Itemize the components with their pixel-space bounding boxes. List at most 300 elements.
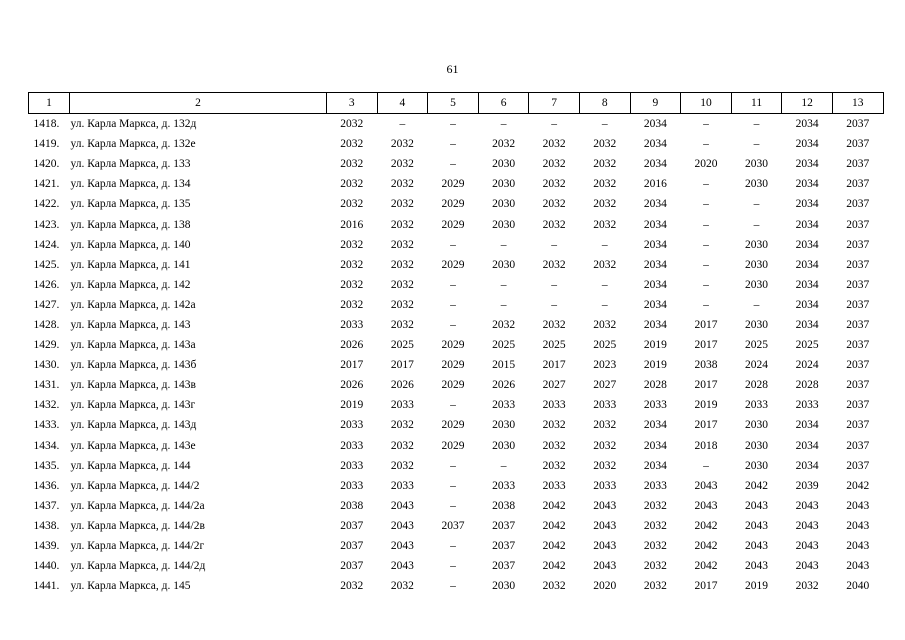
year-cell: 2032 xyxy=(542,439,566,452)
year-cell: 2030 xyxy=(492,218,516,231)
year-cell: – xyxy=(551,238,558,251)
year-cell: 2037 xyxy=(340,560,364,573)
row-address: ул. Карла Маркса, д. 144/2 xyxy=(70,479,200,492)
year-cell: 2032 xyxy=(390,439,414,452)
year-cell: 2043 xyxy=(390,499,414,512)
row-address: ул. Карла Маркса, д. 142а xyxy=(70,298,196,311)
year-cell: 2029 xyxy=(441,439,465,452)
table-row xyxy=(29,114,884,135)
year-cell: – xyxy=(753,198,760,211)
row-address: ул. Карла Маркса, д. 133 xyxy=(70,158,191,171)
year-cell: 2032 xyxy=(593,218,617,231)
table-row xyxy=(29,154,884,174)
year-cell: 2032 xyxy=(340,580,364,593)
table-row xyxy=(29,476,884,496)
year-cell: 2034 xyxy=(643,439,667,452)
row-address: ул. Карла Маркса, д. 135 xyxy=(70,198,191,211)
year-cell: 2030 xyxy=(492,439,516,452)
table-row xyxy=(29,194,884,214)
row-address: ул. Карла Маркса, д. 134 xyxy=(70,178,191,191)
year-cell: 2034 xyxy=(643,459,667,472)
year-cell: – xyxy=(753,118,760,131)
column-header: 10 xyxy=(681,93,732,114)
year-cell: 2034 xyxy=(795,298,819,311)
year-cell: 2032 xyxy=(795,580,819,593)
year-cell: 2037 xyxy=(846,399,870,412)
column-header: 3 xyxy=(327,93,378,114)
year-cell: – xyxy=(753,218,760,231)
year-cell: 2030 xyxy=(492,158,516,171)
year-cell: 2037 xyxy=(846,198,870,211)
row-number: 1426. xyxy=(33,278,60,291)
year-cell: 2029 xyxy=(441,218,465,231)
year-cell: 2017 xyxy=(694,379,718,392)
year-cell: 2043 xyxy=(795,519,819,532)
year-cell: 2040 xyxy=(846,580,870,593)
year-cell: 2032 xyxy=(340,178,364,191)
year-cell: 2032 xyxy=(390,318,414,331)
year-cell: – xyxy=(450,118,456,131)
year-cell: 2025 xyxy=(795,339,819,352)
year-cell: 2032 xyxy=(390,138,414,151)
year-cell: 2034 xyxy=(643,419,667,432)
year-cell: 2016 xyxy=(340,218,364,231)
row-address: ул. Карла Маркса, д. 143г xyxy=(70,399,196,412)
table-row xyxy=(29,255,884,275)
year-cell: 2043 xyxy=(846,540,870,553)
year-cell: 2039 xyxy=(795,479,819,492)
year-cell: 2038 xyxy=(694,359,718,372)
year-cell: 2042 xyxy=(846,479,870,492)
year-cell: 2034 xyxy=(643,138,667,151)
year-cell: – xyxy=(703,278,709,291)
column-header: 4 xyxy=(377,93,428,114)
year-cell: – xyxy=(703,238,709,251)
year-cell: 2034 xyxy=(795,419,819,432)
year-cell: 2029 xyxy=(441,339,465,352)
year-cell: 2037 xyxy=(846,258,870,271)
year-cell: 2037 xyxy=(846,298,870,311)
column-header: 7 xyxy=(529,93,580,114)
table-row xyxy=(29,235,884,255)
row-address: ул. Карла Маркса, д. 143в xyxy=(70,379,196,392)
year-cell: – xyxy=(601,298,608,311)
table-row xyxy=(29,134,884,154)
year-cell: 2025 xyxy=(593,339,617,352)
year-cell: 2042 xyxy=(694,519,718,532)
table-row xyxy=(29,556,884,576)
year-cell: 2042 xyxy=(542,519,566,532)
row-address: ул. Карла Маркса, д. 142 xyxy=(70,278,191,291)
table-row xyxy=(29,516,884,536)
year-cell: – xyxy=(551,298,558,311)
row-number: 1418. xyxy=(33,118,60,131)
table-row xyxy=(29,536,884,556)
year-cell: 2019 xyxy=(340,399,364,412)
year-cell: 2034 xyxy=(643,158,667,171)
year-cell: 2017 xyxy=(694,419,718,432)
year-cell: 2034 xyxy=(643,278,667,291)
year-cell: – xyxy=(450,479,456,492)
year-cell: – xyxy=(500,118,507,131)
year-cell: 2043 xyxy=(745,540,769,553)
year-cell: 2037 xyxy=(846,218,870,231)
year-cell: 2032 xyxy=(390,258,414,271)
year-cell: 2032 xyxy=(340,158,364,171)
column-header: 11 xyxy=(731,93,782,114)
year-cell: 2029 xyxy=(441,379,465,392)
year-cell: 2023 xyxy=(593,359,617,372)
row-number: 1422. xyxy=(33,198,60,211)
year-cell: 2020 xyxy=(593,580,617,593)
row-number: 1431. xyxy=(33,379,60,392)
year-cell: 2032 xyxy=(542,158,566,171)
column-header: 13 xyxy=(832,93,883,114)
table-header xyxy=(29,93,884,114)
year-cell: – xyxy=(753,298,760,311)
year-cell: 2042 xyxy=(542,499,566,512)
year-cell: – xyxy=(703,118,709,131)
year-cell: 2043 xyxy=(745,560,769,573)
year-cell: 2032 xyxy=(542,419,566,432)
row-address: ул. Карла Маркса, д. 143а xyxy=(70,339,196,352)
year-cell: 2043 xyxy=(593,560,617,573)
column-header: 5 xyxy=(428,93,479,114)
table-row xyxy=(29,436,884,456)
year-cell: – xyxy=(450,499,456,512)
table-row xyxy=(29,496,884,516)
year-cell: 2028 xyxy=(795,379,819,392)
year-cell: 2030 xyxy=(492,419,516,432)
year-cell: – xyxy=(601,118,608,131)
year-cell: – xyxy=(399,118,406,131)
year-cell: 2032 xyxy=(542,318,566,331)
year-cell: 2034 xyxy=(795,238,819,251)
year-cell: – xyxy=(450,560,456,573)
row-address: ул. Карла Маркса, д. 140 xyxy=(70,238,191,251)
year-cell: 2034 xyxy=(795,178,819,191)
year-cell: 2043 xyxy=(593,519,617,532)
year-cell: 2016 xyxy=(643,178,667,191)
row-address: ул. Карла Маркса, д. 132д xyxy=(70,118,197,131)
table-row xyxy=(29,576,884,596)
year-cell: 2032 xyxy=(390,238,414,251)
year-cell: 2043 xyxy=(593,540,617,553)
year-cell: 2043 xyxy=(846,499,870,512)
year-cell: 2030 xyxy=(745,419,769,432)
year-cell: – xyxy=(450,278,456,291)
row-number: 1440. xyxy=(33,560,60,573)
year-cell: 2026 xyxy=(390,379,414,392)
year-cell: 2032 xyxy=(492,138,516,151)
year-cell: – xyxy=(450,318,456,331)
year-cell: 2037 xyxy=(846,459,870,472)
row-address: ул. Карла Маркса, д. 138 xyxy=(70,218,191,231)
year-cell: 2033 xyxy=(593,399,617,412)
year-cell: 2019 xyxy=(643,339,667,352)
year-cell: 2015 xyxy=(492,359,516,372)
year-cell: 2032 xyxy=(542,218,566,231)
year-cell: 2034 xyxy=(795,118,819,131)
year-cell: 2017 xyxy=(694,580,718,593)
year-cell: 2032 xyxy=(390,198,414,211)
year-cell: 2032 xyxy=(390,580,414,593)
year-cell: 2024 xyxy=(745,359,769,372)
year-cell: 2032 xyxy=(390,459,414,472)
row-number: 1436. xyxy=(33,479,60,492)
row-number: 1424. xyxy=(33,238,60,251)
column-header: 8 xyxy=(579,93,630,114)
year-cell: 2043 xyxy=(390,560,414,573)
year-cell: 2033 xyxy=(340,318,364,331)
year-cell: 2034 xyxy=(795,258,819,271)
year-cell: 2030 xyxy=(492,198,516,211)
year-cell: – xyxy=(703,258,709,271)
column-header: 6 xyxy=(478,93,529,114)
row-number: 1425. xyxy=(33,258,60,271)
table-row xyxy=(29,295,884,315)
year-cell: 2032 xyxy=(542,258,566,271)
year-cell: 2032 xyxy=(542,459,566,472)
year-cell: 2037 xyxy=(846,359,870,372)
row-number: 1420. xyxy=(33,158,60,171)
year-cell: 2030 xyxy=(745,318,769,331)
year-cell: 2043 xyxy=(846,519,870,532)
year-cell: 2032 xyxy=(643,580,667,593)
year-cell: 2033 xyxy=(340,419,364,432)
row-number: 1435. xyxy=(33,459,60,472)
year-cell: – xyxy=(601,238,608,251)
row-address: ул. Карла Маркса, д. 143 xyxy=(70,318,191,331)
year-cell: 2030 xyxy=(492,178,516,191)
year-cell: 2034 xyxy=(643,238,667,251)
year-cell: 2043 xyxy=(694,499,718,512)
year-cell: 2034 xyxy=(643,298,667,311)
year-cell: 2034 xyxy=(643,258,667,271)
year-cell: 2032 xyxy=(542,178,566,191)
year-cell: 2032 xyxy=(390,178,414,191)
year-cell: 2043 xyxy=(390,540,414,553)
year-cell: 2034 xyxy=(795,138,819,151)
year-cell: 2043 xyxy=(745,499,769,512)
year-cell: 2037 xyxy=(492,540,516,553)
row-number: 1421. xyxy=(33,178,60,191)
year-cell: 2032 xyxy=(340,238,364,251)
year-cell: 2032 xyxy=(542,198,566,211)
row-address: ул. Карла Маркса, д. 145 xyxy=(70,580,191,593)
year-cell: 2032 xyxy=(593,178,617,191)
year-cell: 2026 xyxy=(492,379,516,392)
year-cell: 2037 xyxy=(846,138,870,151)
year-cell: 2033 xyxy=(340,439,364,452)
year-cell: 2032 xyxy=(542,138,566,151)
year-cell: 2032 xyxy=(340,198,364,211)
year-cell: 2037 xyxy=(846,158,870,171)
year-cell: 2032 xyxy=(390,419,414,432)
row-address: ул. Карла Маркса, д. 144 xyxy=(70,459,191,472)
year-cell: 2020 xyxy=(694,158,718,171)
year-cell: 2019 xyxy=(694,399,718,412)
year-cell: – xyxy=(703,459,709,472)
year-cell: – xyxy=(551,118,558,131)
year-cell: 2042 xyxy=(745,479,769,492)
column-header: 9 xyxy=(630,93,681,114)
table-row xyxy=(29,174,884,194)
year-cell: 2025 xyxy=(745,339,769,352)
year-cell: 2017 xyxy=(340,359,364,372)
year-cell: 2032 xyxy=(390,218,414,231)
year-cell: – xyxy=(703,198,709,211)
row-address: ул. Карла Маркса, д. 144/2а xyxy=(70,499,205,512)
year-cell: 2037 xyxy=(340,519,364,532)
year-cell: 2028 xyxy=(745,379,769,392)
year-cell: 2024 xyxy=(795,359,819,372)
year-cell: 2037 xyxy=(846,339,870,352)
row-number: 1428. xyxy=(33,318,60,331)
year-cell: 2025 xyxy=(390,339,414,352)
year-cell: 2043 xyxy=(694,479,718,492)
table-body xyxy=(29,114,884,597)
year-cell: 2032 xyxy=(593,419,617,432)
year-cell: 2037 xyxy=(340,540,364,553)
year-cell: 2043 xyxy=(390,519,414,532)
year-cell: 2017 xyxy=(694,339,718,352)
year-cell: 2030 xyxy=(745,158,769,171)
year-cell: 2032 xyxy=(340,298,364,311)
year-cell: – xyxy=(703,138,709,151)
column-header: 1 xyxy=(29,93,70,114)
year-cell: 2034 xyxy=(795,198,819,211)
year-cell: 2043 xyxy=(745,519,769,532)
year-cell: – xyxy=(450,580,456,593)
table-row xyxy=(29,315,884,335)
year-cell: 2037 xyxy=(846,318,870,331)
year-cell: 2025 xyxy=(492,339,516,352)
year-cell: 2037 xyxy=(846,278,870,291)
year-cell: – xyxy=(500,278,507,291)
year-cell: 2032 xyxy=(492,318,516,331)
year-cell: 2029 xyxy=(441,419,465,432)
year-cell: 2033 xyxy=(593,479,617,492)
year-cell: 2037 xyxy=(441,519,465,532)
row-number: 1438. xyxy=(33,519,60,532)
year-cell: 2032 xyxy=(390,158,414,171)
header-row xyxy=(29,93,884,114)
year-cell: 2034 xyxy=(795,218,819,231)
row-address: ул. Карла Маркса, д. 141 xyxy=(70,258,191,271)
year-cell: 2032 xyxy=(593,439,617,452)
row-address: ул. Карла Маркса, д. 144/2г xyxy=(70,540,205,553)
table-row xyxy=(29,395,884,415)
table-row xyxy=(29,355,884,375)
year-cell: – xyxy=(703,298,709,311)
year-cell: – xyxy=(500,298,507,311)
year-cell: 2033 xyxy=(542,479,566,492)
year-cell: 2030 xyxy=(492,258,516,271)
year-cell: 2038 xyxy=(492,499,516,512)
year-cell: 2030 xyxy=(745,258,769,271)
year-cell: 2043 xyxy=(846,560,870,573)
year-cell: 2037 xyxy=(846,238,870,251)
table-row xyxy=(29,415,884,435)
year-cell: – xyxy=(450,238,456,251)
row-number: 1439. xyxy=(33,540,60,553)
year-cell: 2038 xyxy=(340,499,364,512)
year-cell: – xyxy=(450,540,456,553)
year-cell: 2029 xyxy=(441,178,465,191)
year-cell: 2032 xyxy=(643,519,667,532)
year-cell: 2026 xyxy=(340,339,364,352)
table-row xyxy=(29,375,884,395)
year-cell: 2042 xyxy=(694,560,718,573)
year-cell: 2032 xyxy=(340,278,364,291)
year-cell: – xyxy=(500,238,507,251)
year-cell: 2032 xyxy=(542,580,566,593)
year-cell: 2019 xyxy=(643,359,667,372)
table-row xyxy=(29,335,884,355)
year-cell: 2033 xyxy=(492,399,516,412)
year-cell: 2032 xyxy=(340,138,364,151)
row-number: 1437. xyxy=(33,499,60,512)
year-cell: 2030 xyxy=(745,459,769,472)
year-cell: – xyxy=(450,459,456,472)
row-number: 1432. xyxy=(33,399,60,412)
row-number: 1441. xyxy=(33,580,60,593)
year-cell: 2017 xyxy=(542,359,566,372)
year-cell: 2033 xyxy=(390,479,414,492)
year-cell: 2042 xyxy=(542,540,566,553)
table-row xyxy=(29,214,884,234)
year-cell: 2034 xyxy=(643,118,667,131)
year-cell: – xyxy=(450,158,456,171)
year-cell: 2033 xyxy=(643,399,667,412)
year-cell: 2032 xyxy=(643,560,667,573)
year-cell: 2033 xyxy=(340,479,364,492)
year-cell: 2030 xyxy=(745,278,769,291)
year-cell: 2030 xyxy=(492,580,516,593)
year-cell: 2032 xyxy=(643,540,667,553)
year-cell: 2037 xyxy=(492,560,516,573)
year-cell: 2032 xyxy=(593,158,617,171)
year-cell: 2034 xyxy=(795,439,819,452)
year-cell: 2032 xyxy=(593,459,617,472)
year-cell: 2032 xyxy=(593,138,617,151)
year-cell: 2019 xyxy=(745,580,769,593)
page-number: 61 xyxy=(446,62,459,76)
year-cell: 2034 xyxy=(643,198,667,211)
row-address: ул. Карла Маркса, д. 144/2в xyxy=(70,519,205,532)
row-address: ул. Карла Маркса, д. 132е xyxy=(70,138,196,151)
year-cell: 2033 xyxy=(340,459,364,472)
year-cell: 2017 xyxy=(390,359,414,372)
year-cell: 2034 xyxy=(795,459,819,472)
table-row xyxy=(29,275,884,295)
year-cell: – xyxy=(551,278,558,291)
year-cell: 2034 xyxy=(795,158,819,171)
row-number: 1419. xyxy=(33,138,60,151)
year-cell: 2018 xyxy=(694,439,718,452)
year-cell: 2033 xyxy=(643,479,667,492)
year-cell: 2042 xyxy=(694,540,718,553)
year-cell: – xyxy=(450,399,456,412)
year-cell: – xyxy=(450,298,456,311)
year-cell: 2037 xyxy=(846,379,870,392)
year-cell: – xyxy=(703,218,709,231)
year-cell: – xyxy=(753,138,760,151)
year-cell: 2029 xyxy=(441,258,465,271)
year-cell: – xyxy=(450,138,456,151)
schedule-table xyxy=(28,92,884,596)
